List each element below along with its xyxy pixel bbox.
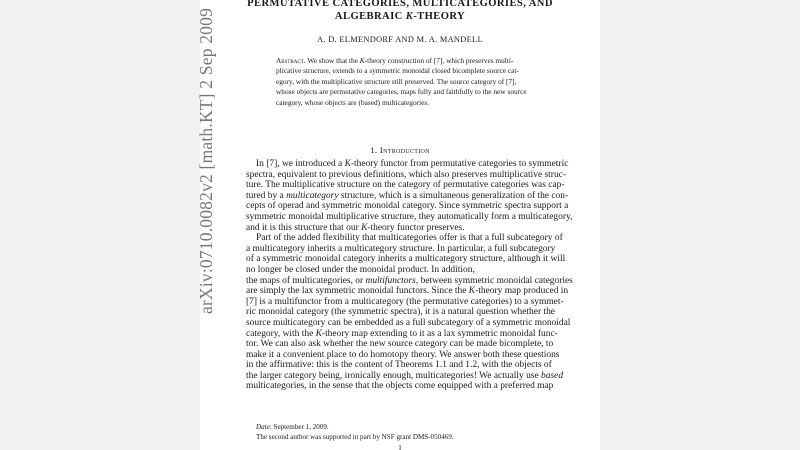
- body-line: symmetric monoidal multiplicative structure, they automatically form a multicategory,: [246, 211, 573, 222]
- body-line: ture. The multiplicative structure on the category of permutative categories was cap-: [246, 180, 565, 191]
- body-line: are simply the lax symmetric monoidal functors. Since the K-theory map produced in: [246, 286, 569, 297]
- authors: A. D. ELMENDORF AND M. A. MANDELL: [317, 35, 483, 44]
- body-line: In [7], we introduced a K-theory functor from permutative categories to symmetric: [256, 159, 569, 169]
- footnote-date-value: : September 1, 2009.: [269, 423, 329, 431]
- abstract-label: Abstract.: [276, 56, 306, 65]
- body-line: spectra, equivalent to previous definitions, which also preserves multiplicative struc-: [246, 169, 566, 180]
- body-line: category, with the K-theory map extending to it as a lax symmetric monoidal func-: [246, 328, 558, 339]
- body-line: and it is this structure that our K-theory functor preserves.: [246, 222, 465, 233]
- paper-title-line-2: ALGEBRAIC K-THEORY: [334, 11, 466, 22]
- body-line: no longer be closed under the monoidal product. In addition,: [246, 264, 475, 275]
- body-line: of a symmetric monoidal category inherits a multicategory structure, although it will: [246, 254, 566, 265]
- body-line: multicategories, in the sense that the objects come equipped with a preferred map: [246, 381, 554, 392]
- abstract-line: category, whose objects are (based) multicategories.: [276, 97, 430, 107]
- body-line: make it a convenient place to do homotopy theory. We answer both these questions: [246, 349, 560, 360]
- abstract-line: whose objects are permutative categories, maps fully and faithfully to the new source: [276, 87, 527, 97]
- body-line: ric monoidal category (the symmetric spectra), it is a natural question whether the: [246, 307, 555, 318]
- section-title: Introduction: [379, 145, 430, 155]
- abstract: [276, 56, 576, 108]
- section-number: 1.: [370, 145, 378, 155]
- paper-title-line-1: PERMUTATIVE CATEGORIES, MULTICATEGORIES, AND: [247, 0, 553, 9]
- footnote-date: [256, 423, 556, 433]
- abstract-line: plicative structure, extends to a symmetric monoidal closed bicomplete source cat-: [276, 66, 519, 76]
- abstract-line: Abstract. We show that the K-theory construction of [7], which preserves multi-: [276, 56, 514, 65]
- arxiv-identifier-stamp: arXiv:0710.0082v2 [math.KT] 2 Sep 2009: [196, 7, 216, 314]
- body-line: source multicategory can be embedded as a full subcategory of a symmetric monoidal: [246, 317, 571, 328]
- paper-page: [200, 0, 600, 450]
- body-line: cepts of operad and symmetric monoidal category. Since symmetric spectra support a: [246, 201, 569, 212]
- abstract-line: egory, with the multiplicative structure still preserved. The source category of [7],: [276, 76, 517, 86]
- body-line: tured by a multicategory structure, which is a simultaneous generalization of the con-: [246, 190, 569, 201]
- body-line: [7] is a multifunctor from a multicategory (the permutative categories) to a symmet-: [246, 296, 564, 307]
- section-heading: [200, 145, 600, 155]
- body-line: the maps of multicategories, or multifunctors, between symmetric monoidal categories: [246, 275, 573, 286]
- footnote-date-label: Date: [256, 423, 270, 431]
- body-line: the larger category being, ironically enough, multicategories! We actually use based: [246, 370, 564, 381]
- body-line: in the affirmative: this is the content of Theorems 1.1 and 1.2, with the objects of: [246, 360, 552, 371]
- page-number: 1: [398, 443, 402, 450]
- body-line: tor. We can also ask whether the new source category can be made bicomplete, to: [246, 339, 554, 350]
- body-line: a multicategory inherits a multicategory structure. In particular, a full subcategory: [246, 243, 556, 254]
- body-text: [246, 159, 600, 392]
- footnotes: [256, 423, 556, 443]
- footnote-support: The second author was supported in part by NSF grant DMS-050469.: [256, 432, 454, 441]
- body-line: Part of the added flexibility that multicategories offer is that a full subcategory of: [256, 233, 563, 244]
